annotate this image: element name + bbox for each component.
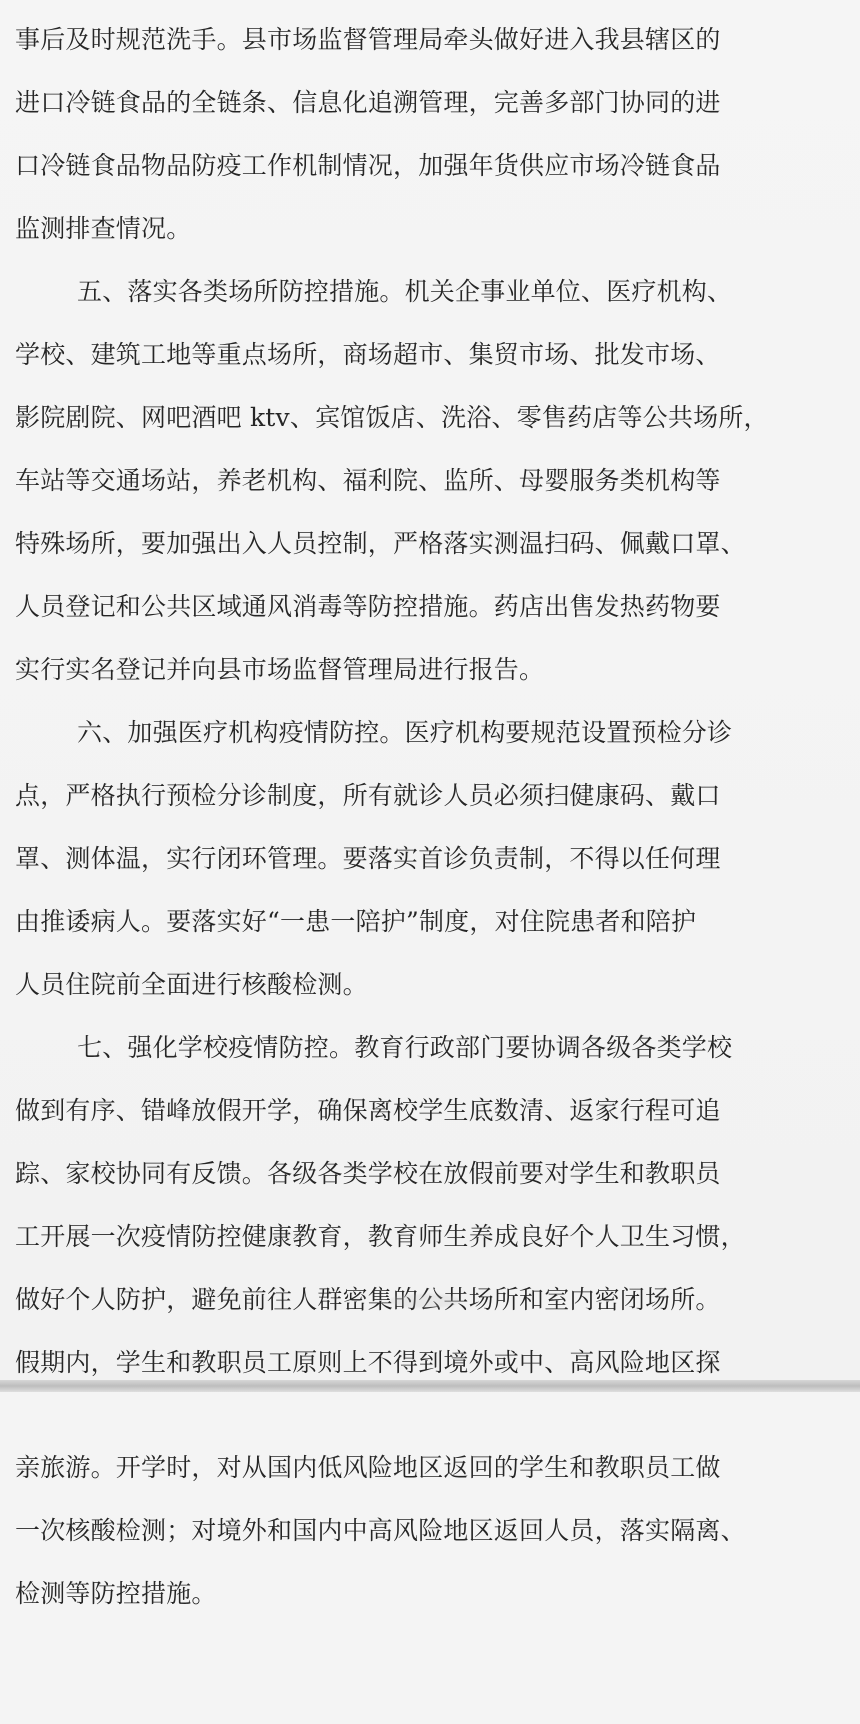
- text-line: 人员登记和公共区域通风消毒等防控措施。药店出售发热药物要: [15, 592, 721, 621]
- section-six-heading-line: 六、加强医疗机构疫情防控。医疗机构要规范设置预检分诊: [77, 718, 733, 747]
- document-text-bottom: [15, 1436, 845, 1625]
- text-line: 特殊场所，要加强出入人员控制，严格落实测温扫码、佩戴口罩、: [15, 529, 746, 558]
- text-line: 罩、测体温，实行闭环管理。要落实首诊负责制，不得以任何理: [15, 844, 721, 873]
- scan-smudge: [390, 1294, 460, 1308]
- text-line: 踪、家校协同有反馈。各级各类学校在放假前要对学生和教职员: [15, 1159, 721, 1188]
- text-line: 点，严格执行预检分诊制度，所有就诊人员必须扫健康码、戴口: [15, 781, 721, 810]
- text-line: 车站等交通场站，养老机构、福利院、监所、母婴服务类机构等: [15, 466, 721, 495]
- document-text-top: [15, 8, 845, 1394]
- text-line: 学校、建筑工地等重点场所，商场超市、集贸市场、批发市场、: [15, 340, 721, 369]
- text-line: 工开展一次疫情防控健康教育，教育师生养成良好个人卫生习惯，: [15, 1222, 746, 1251]
- text-line: 监测排查情况。: [15, 214, 192, 243]
- text-line: 由推诿病人。要落实好“一患一陪护”制度，对住院患者和陪护: [15, 907, 697, 936]
- page-separator: [0, 1380, 860, 1392]
- text-line: 检测等防控措施。: [15, 1579, 217, 1608]
- text-line: 假期内，学生和教职员工原则上不得到境外或中、高风险地区探: [15, 1348, 721, 1377]
- text-line: 一次核酸检测；对境外和国内中高风险地区返回人员，落实隔离、: [15, 1516, 746, 1545]
- text-line: 人员住院前全面进行核酸检测。: [15, 970, 368, 999]
- text-line: 做好个人防护，避免前往人群密集的公共场所和室内密闭场所。: [15, 1285, 721, 1314]
- text-line: 做到有序、错峰放假开学，确保离校学生底数清、返家行程可追: [15, 1096, 721, 1125]
- section-five-heading-line: 五、落实各类场所防控措施。机关企事业单位、医疗机构、: [77, 277, 733, 306]
- text-line: 口冷链食品物品防疫工作机制情况，加强年货供应市场冷链食品: [15, 151, 721, 180]
- text-line: 影院剧院、网吧酒吧 ktv、宾馆饭店、洗浴、零售药店等公共场所，: [15, 403, 769, 432]
- text-line: 事后及时规范洗手。县市场监督管理局牵头做好进入我县辖区的: [15, 25, 721, 54]
- text-line: 亲旅游。开学时，对从国内低风险地区返回的学生和教职员工做: [15, 1453, 721, 1482]
- text-line: 进口冷链食品的全链条、信息化追溯管理，完善多部门协同的进: [15, 88, 721, 117]
- section-seven-heading-line: 七、强化学校疫情防控。教育行政部门要协调各级各类学校: [77, 1033, 733, 1062]
- text-line: 实行实名登记并向县市场监督管理局进行报告。: [15, 655, 545, 684]
